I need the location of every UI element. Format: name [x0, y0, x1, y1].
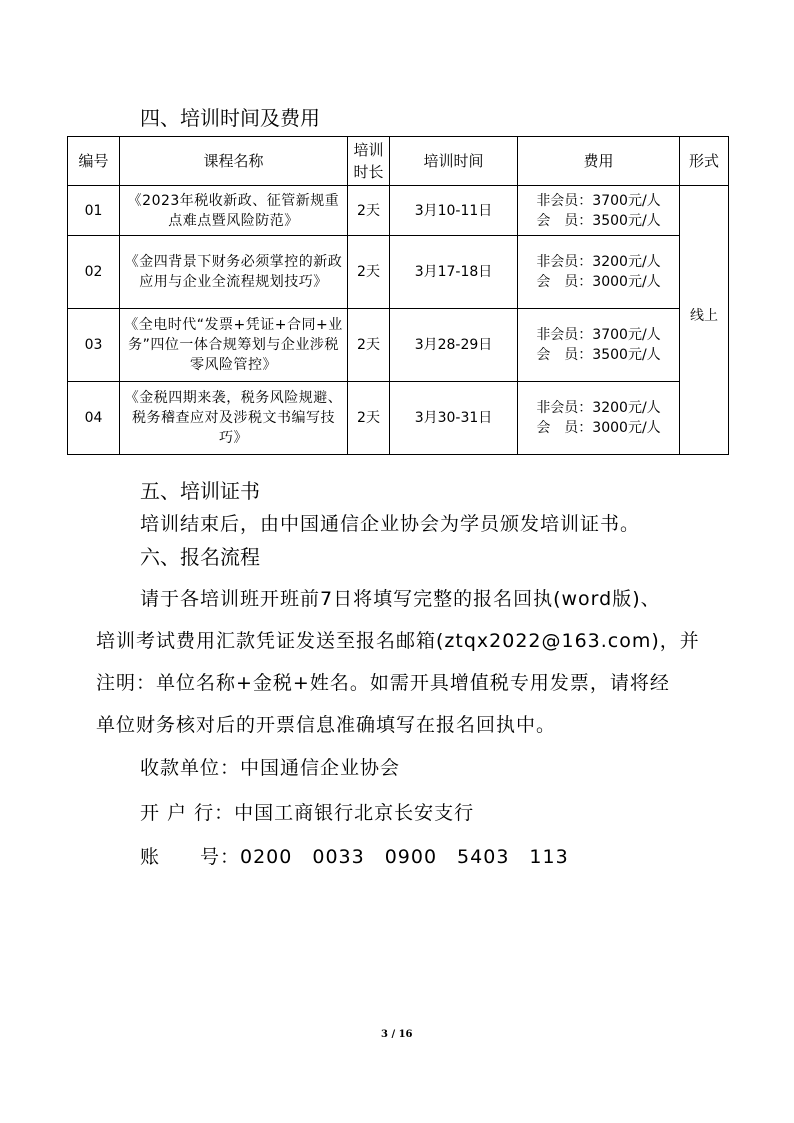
- table-header-row: [68, 137, 729, 186]
- fee-nonmember: 非会员：3200元/人: [536, 254, 661, 270]
- page-number: 3 / 16: [381, 1029, 413, 1040]
- header-time: 培训时间: [390, 137, 518, 186]
- course-number: 04: [68, 382, 120, 455]
- course-fee: [518, 236, 680, 309]
- course-number: 01: [68, 186, 120, 236]
- course-table: [67, 136, 729, 455]
- course-duration: 2天: [348, 186, 390, 236]
- course-number: 03: [68, 309, 120, 382]
- fee-nonmember: 非会员：3200元/人: [536, 400, 661, 416]
- table-row: [68, 236, 729, 309]
- course-duration: 2天: [348, 309, 390, 382]
- course-dates: 3月17-18日: [390, 236, 518, 309]
- table-row: [68, 309, 729, 382]
- registration-text-line: 单位财务核对后的开票信息准确填写在报名回执中。: [96, 714, 557, 736]
- registration-text-line: 注明：单位名称+金税+姓名。如需开具增值税专用发票，请将经: [96, 672, 670, 694]
- course-format: 线上: [680, 186, 729, 455]
- course-dates: 3月30-31日: [390, 382, 518, 455]
- header-course-name: 课程名称: [120, 137, 348, 186]
- header-number: 编号: [68, 137, 120, 186]
- course-name: 《2023年税收新政、征管新规重点难点暨风险防范》: [120, 186, 348, 236]
- fee-nonmember: 非会员：3700元/人: [536, 327, 661, 343]
- table-row: [68, 382, 729, 455]
- fee-nonmember: 非会员：3700元/人: [536, 192, 661, 209]
- header-format: 形式: [680, 137, 729, 186]
- fee-member: 会 员：3000元/人: [536, 274, 661, 290]
- course-fee: [518, 309, 680, 382]
- section-heading-registration: 六、报名流程: [140, 545, 260, 569]
- certificate-text: 培训结束后，由中国通信企业协会为学员颁发培训证书。: [140, 513, 641, 535]
- registration-text-line: 请于各培训班开班前7日将填写完整的报名回执(word版)、: [140, 588, 661, 610]
- header-duration: 培训时长: [348, 137, 390, 186]
- bank-line: 开 户 行：中国工商银行北京长安支行: [140, 802, 475, 824]
- course-name: 《全电时代“发票+凭证+合同+业务”四位一体合规筹划与企业涉税零风险管控》: [120, 309, 348, 382]
- section-heading-certificate: 五、培训证书: [140, 479, 260, 503]
- registration-text-line: 培训考试费用汇款凭证发送至报名邮箱(ztqx2022@163.com)，并: [96, 630, 700, 652]
- course-name: 《金四背景下财务必须掌控的新政应用与企业全流程规划技巧》: [120, 236, 348, 309]
- payee-line: 收款单位：中国通信企业协会: [140, 757, 401, 779]
- course-fee: [518, 382, 680, 455]
- course-duration: 2天: [348, 382, 390, 455]
- account-line: 账 号：0200 0033 0900 5403 113: [140, 846, 569, 868]
- course-fee: [518, 186, 680, 236]
- course-dates: 3月10-11日: [390, 186, 518, 236]
- course-dates: 3月28-29日: [390, 309, 518, 382]
- table-row: [68, 186, 729, 236]
- fee-member: 会 员：3000元/人: [536, 420, 661, 436]
- course-duration: 2天: [348, 236, 390, 309]
- course-name: 《金税四期来袭，税务风险规避、税务稽查应对及涉税文书编写技巧》: [120, 382, 348, 455]
- course-number: 02: [68, 236, 120, 309]
- fee-member: 会 员：3500元/人: [536, 212, 661, 229]
- header-fee: 费用: [518, 137, 680, 186]
- fee-member: 会 员：3500元/人: [536, 347, 661, 363]
- section-heading-fees: 四、培训时间及费用: [140, 106, 320, 130]
